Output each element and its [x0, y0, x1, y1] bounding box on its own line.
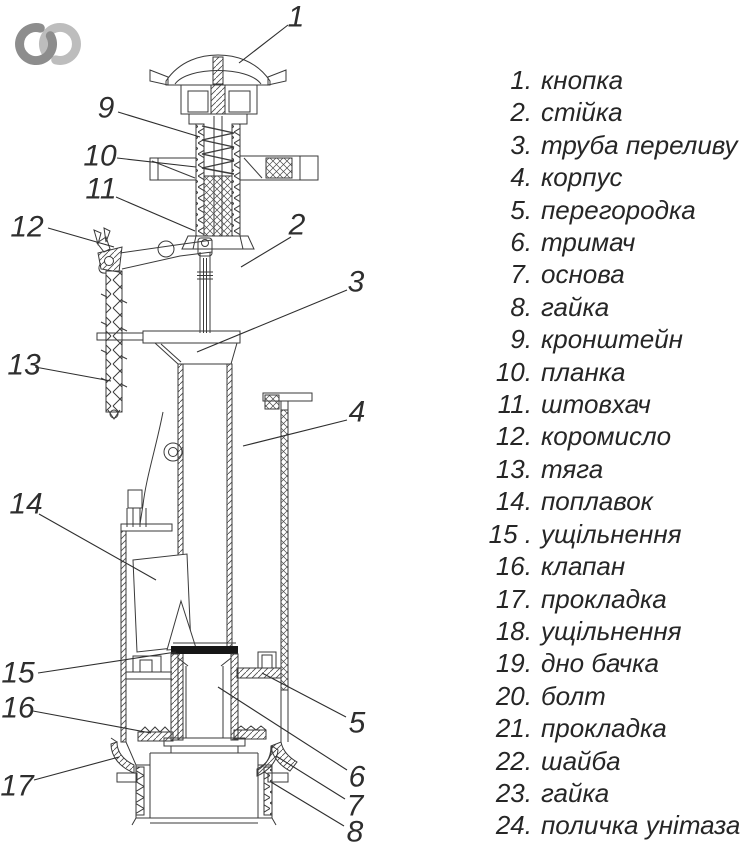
callout-4: 4: [348, 395, 366, 429]
legend-item-label: тримач: [541, 227, 636, 258]
callout-8: 8: [346, 815, 364, 846]
legend-item-label: кнопка: [541, 65, 624, 95]
legend-item: [486, 64, 740, 96]
legend-item-label: тяга: [541, 453, 604, 484]
legend-item-number: 14.: [495, 486, 532, 517]
legend-item: [486, 226, 740, 258]
legend-item: [486, 96, 740, 128]
legend-item: [486, 583, 740, 615]
legend-item-number: 7.: [510, 259, 532, 290]
callout-9: 9: [97, 91, 115, 125]
legend-item: [486, 809, 740, 841]
legend-item-number: 2.: [510, 97, 532, 128]
legend-item-number: 13.: [495, 453, 532, 484]
legend-item-number: 24.: [495, 810, 532, 841]
legend-item-label: ущільнення: [541, 518, 682, 549]
callout-13: 13: [7, 348, 41, 382]
callout-16: 16: [1, 691, 35, 725]
legend-item: [486, 129, 740, 161]
legend-item-number: 22.: [495, 745, 532, 776]
interlocked-rings-logo: [20, 27, 77, 60]
legend-item-number: 10.: [495, 356, 532, 387]
parts-legend: [486, 64, 740, 842]
legend-item-label: прокладка: [541, 713, 667, 744]
callout-7: 7: [346, 789, 364, 823]
legend-item-label: планка: [541, 356, 626, 387]
legend-item: [486, 680, 740, 712]
legend-item: [486, 356, 740, 388]
legend-item: [486, 453, 740, 485]
legend-item: [486, 550, 740, 582]
callout-15: 15: [1, 656, 35, 690]
leader-lines: [33, 25, 347, 826]
legend-item: [486, 194, 740, 226]
legend-item-number: 12.: [495, 421, 532, 452]
tie-rod: [99, 263, 127, 419]
legend-item-label: корпус: [541, 162, 623, 193]
legend-item-number: 18.: [495, 615, 532, 646]
legend-item-number: 11.: [497, 389, 532, 420]
callout-5: 5: [348, 706, 366, 740]
callout-3: 3: [347, 265, 365, 299]
legend-item-label: стійка: [541, 97, 623, 128]
legend-item-label: гайка: [541, 777, 610, 808]
valve-assembly: [164, 643, 245, 753]
legend-item-label: ущільнення: [541, 615, 682, 646]
legend-item-label: прокладка: [541, 583, 667, 614]
legend-item-label: основа: [541, 259, 625, 290]
outer-shell: [237, 393, 312, 771]
valve-cutaway: [94, 55, 318, 825]
legend-item-label: болт: [541, 680, 606, 711]
legend-item: [486, 161, 740, 193]
legend-item-label: шайба: [541, 745, 621, 776]
legend-item-label: гайка: [541, 291, 610, 322]
legend-item-number: 23.: [495, 777, 532, 808]
legend-item: [486, 615, 740, 647]
callout-17: 17: [0, 769, 34, 803]
legend-item-number: 17.: [495, 583, 532, 614]
legend-item-number: 3.: [510, 129, 532, 160]
base-outlet: [111, 738, 288, 825]
legend-item-number: 20.: [495, 680, 532, 711]
callout-11: 11: [85, 172, 117, 206]
legend-item: [486, 420, 740, 452]
callout-6: 6: [348, 760, 366, 794]
legend-item-number: 6.: [510, 227, 532, 258]
callout-10: 10: [83, 139, 117, 173]
legend-item-number: 8.: [510, 291, 532, 322]
legend-item-label: поплавок: [541, 486, 653, 517]
legend-item-label: штовхач: [541, 389, 651, 420]
callout-12: 12: [10, 210, 44, 244]
legend-item: [486, 485, 740, 517]
button-cap: [150, 55, 286, 114]
legend-item: [486, 291, 740, 323]
legend-item-label: поличка унітаза: [541, 810, 741, 841]
legend-item: [486, 258, 740, 290]
legend-item-number: 15 .: [488, 518, 532, 549]
legend-item-number: 19.: [495, 648, 532, 679]
legend-item: [486, 777, 740, 809]
legend-item: [486, 712, 740, 744]
legend-item-label: кронштейн: [541, 324, 683, 355]
legend-item-label: дно бачка: [541, 648, 659, 679]
legend-item: [486, 388, 740, 420]
legend-item: [486, 518, 740, 550]
legend-item: [486, 647, 740, 679]
legend-item-number: 16.: [495, 551, 532, 582]
stem-rod: [197, 252, 213, 333]
legend-item-number: 21.: [495, 713, 532, 744]
legend-item-number: 9.: [510, 324, 532, 355]
legend-item: [486, 745, 740, 777]
rocker-arm: [94, 228, 212, 272]
legend-item-number: 5.: [510, 194, 532, 225]
callout-2: 2: [288, 208, 306, 242]
callout-14: 14: [9, 487, 43, 521]
legend-item-label: клапан: [541, 551, 626, 582]
legend-item-number: 4.: [510, 162, 532, 193]
callout-1: 1: [287, 0, 305, 34]
legend-item-number: 1.: [510, 65, 532, 95]
legend-item-label: коромисло: [541, 421, 672, 452]
legend-item-label: труба переливу: [541, 129, 738, 160]
legend-item-label: перегородка: [541, 194, 696, 225]
legend-item: [486, 323, 740, 355]
